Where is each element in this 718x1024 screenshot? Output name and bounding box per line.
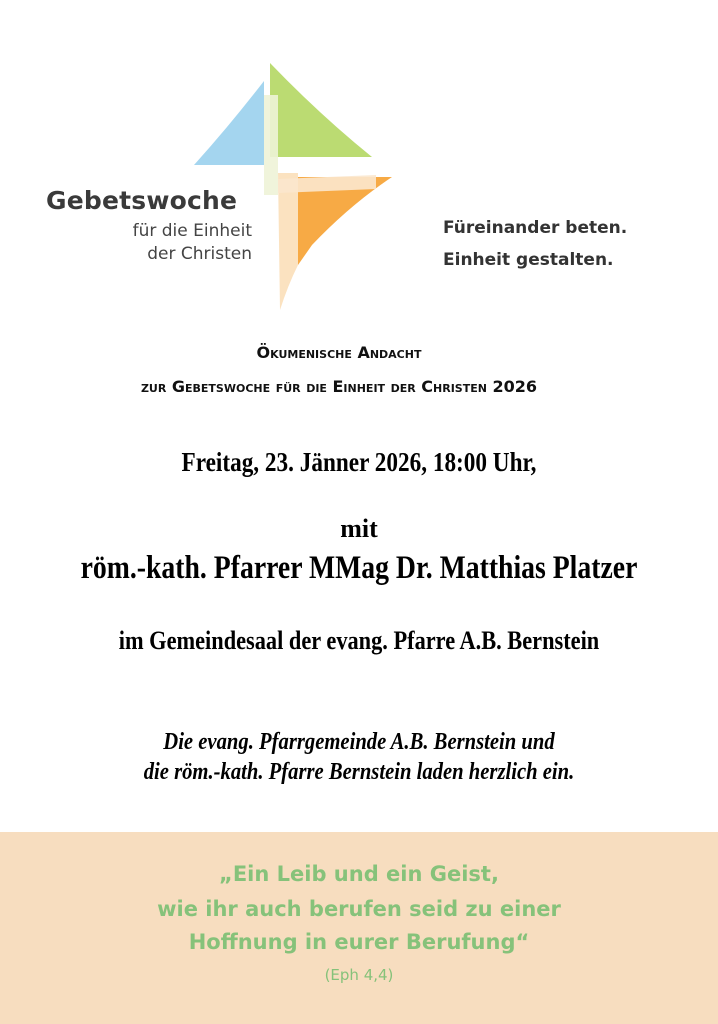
event-pastor: röm.-kath. Pfarrer MMag Dr. Matthias Platzer bbox=[80, 550, 638, 586]
gebetswoche-cross-logo bbox=[180, 55, 400, 315]
quote-line2: wie ihr auch berufen seid zu einer bbox=[157, 897, 561, 921]
invitation-line1: Die evang. Pfarrgemeinde A.B. Bernstein und bbox=[163, 729, 555, 755]
heading-line2: zur Gebetswoche für die Einheit der Christen 2026 bbox=[140, 377, 538, 396]
logo-green-segment bbox=[270, 63, 372, 157]
brand-subtitle-line2: der Christen bbox=[147, 244, 252, 264]
event-date-time: Freitag, 23. Jänner 2026, 18:00 Uhr, bbox=[181, 447, 537, 477]
slogan-line2: Einheit gestalten. bbox=[443, 250, 614, 270]
event-place: im Gemeindesaal der evang. Pfarre A.B. Bernstein bbox=[118, 626, 600, 655]
quote-line3: Hoffnung in eurer Berufung“ bbox=[188, 930, 530, 954]
quote-line1: „Ein Leib und ein Geist, bbox=[219, 862, 499, 886]
slogan-line1: Füreinander beten. bbox=[443, 218, 628, 238]
heading-line1: Ökumenische Andacht bbox=[256, 343, 422, 362]
quote-reference: (Eph 4,4) bbox=[324, 966, 394, 984]
brand-subtitle-line1: für die Einheit bbox=[132, 221, 252, 241]
invitation-line2: die röm.-kath. Pfarre Bernstein laden herzlich ein. bbox=[143, 759, 575, 785]
logo-peach-bar bbox=[278, 173, 298, 310]
logo-blue-segment bbox=[194, 81, 264, 165]
quote-box bbox=[0, 832, 718, 1024]
event-with: mit bbox=[340, 514, 378, 543]
logo-vertical-band bbox=[264, 95, 278, 195]
brand-title: Gebetswoche bbox=[46, 186, 238, 215]
